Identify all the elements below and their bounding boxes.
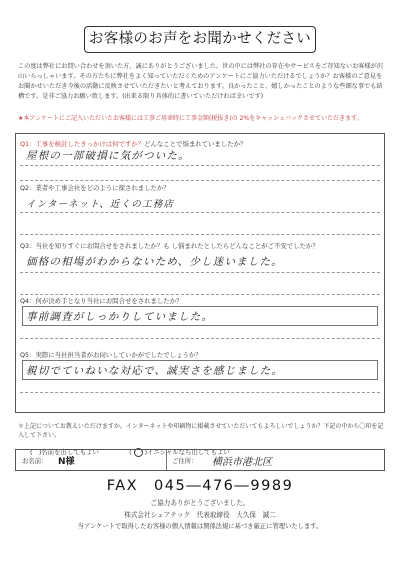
question-2-label: Q2：業者や工事会社をどのように探されましたか？ xyxy=(20,184,170,192)
option-name[interactable]: ( )名前を出してもよい xyxy=(30,448,99,456)
page-title: お客様のお声をお聞かせください xyxy=(84,26,316,53)
thanks-text: ご協力ありがとうございました。 xyxy=(150,499,250,507)
answer-4: 事前調査がしっかりしていました。 xyxy=(26,311,214,323)
answer-5-underline xyxy=(20,392,380,393)
answer-1: 屋根の一部破損に気がついた。 xyxy=(26,150,190,162)
option-initial[interactable]: ( )イニシャルなら出してもよい xyxy=(129,448,230,456)
question-1-label-highlight: Q1：工事を検討したきっかけは何ですか？ xyxy=(20,140,145,148)
option-initial-label: イニシャルなら出してもよい xyxy=(147,448,230,456)
company-name: 株式会社シェアテック 代表取締役 大久保 誠二 xyxy=(124,511,276,519)
privacy-note: 当アンケートで取得したお客様の個人情報は関係法規に基づき厳正に管理いたします。 xyxy=(77,523,323,530)
answer-5: 親切でていねいな対応で、誠実さを感じました。 xyxy=(26,365,284,377)
option-name-label: 名前を出してもよい xyxy=(41,448,99,456)
intro-text: この度は弊社にお問い合わせを頂いた方、誠にありがとうございました。世の中には弊社の存在やサービスをご存知ないお客様が沢山いらっしゃいます。その方たちに弊社をよく知っていただくためのアンケートにご協力いただけるでしょうか？お客様のご意見をお聞かせいただき今後の活動に反映させていただきたいと考えております。良かったこと、嬉しかったことのような些細な事でも結構です。是非ご協力お願い致します。(出来る限り具体的に書いていただければ幸いです) xyxy=(18,63,384,101)
answer-1-underline xyxy=(20,165,380,166)
answer-1-underline-2 xyxy=(20,180,380,181)
question-3-label: Q3：当社を知りすぐにお問合せをされましたか？も し悩まれたとしたらどんなことがご不安でしたか？ xyxy=(20,242,319,250)
question-4-label: Q4：何が決め手となり当社にお問合せをされましたか？ xyxy=(20,297,183,305)
address-label: ご住所： xyxy=(172,457,198,465)
question-1-label-rest: どんなことで悩まれていましたか？ xyxy=(144,140,247,148)
name-divider xyxy=(166,450,167,470)
question-5-label: Q5：実際に当社担当者がお伺いしていかがでしたでしょうか？ xyxy=(20,351,202,359)
name-address-row xyxy=(15,449,385,471)
answer-2-underline-2 xyxy=(20,234,380,235)
answer-3-underline-2 xyxy=(20,294,380,295)
answer-4-underline xyxy=(20,338,380,339)
answer-3: 価格の相場がわからないため、少し迷いました。 xyxy=(26,256,283,268)
name-value: N様 xyxy=(58,457,75,467)
name-label: お名前： xyxy=(22,457,48,465)
answer-2-underline xyxy=(20,212,380,213)
cashback-note: ★本アンケートにご記入いただいたお客様には工事ご用命時に工事金額(税抜き)の 2%をキャッシュバックさせていただきます。 xyxy=(18,115,363,122)
answer-3-underline xyxy=(20,272,380,273)
publication-consent-note: ＊上記についてお教えいただけますか。インターネットや印刷物に掲載させていただいてもよろしいでしょうか？下記の中から〇印を記入して下さい。 xyxy=(18,423,384,439)
address-value: 横浜市港北区 xyxy=(212,457,272,468)
answer-2: インターネット、近くの工務店 xyxy=(26,199,175,210)
survey-box xyxy=(15,133,385,413)
fax-number: FAX 045―476―9989 xyxy=(106,478,294,494)
